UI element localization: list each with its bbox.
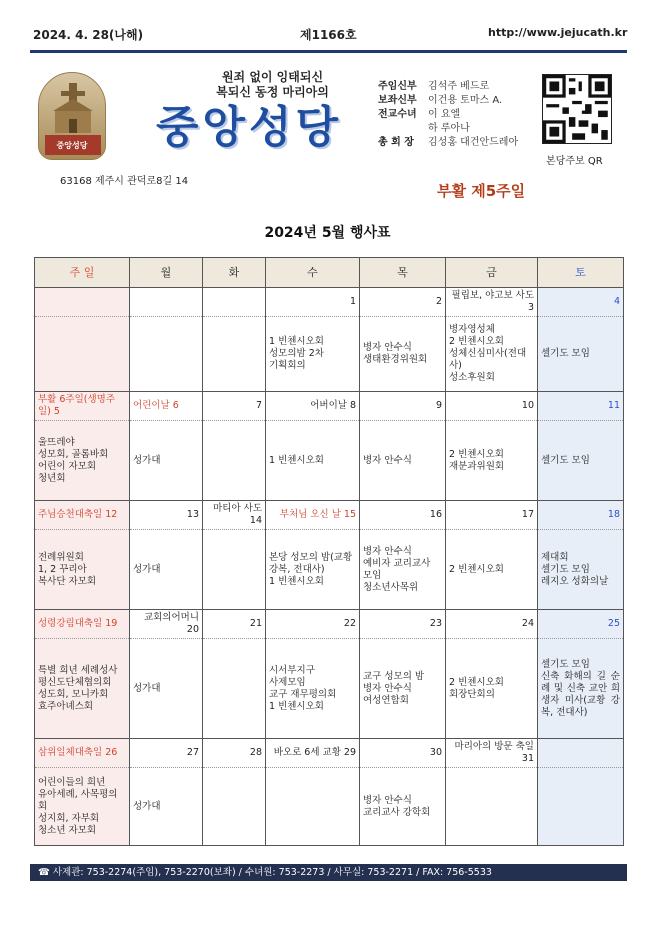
- staff-row: [378, 80, 518, 94]
- event-cell: [203, 530, 266, 610]
- event-text: 병자 안수식 생태환경위원회: [363, 342, 428, 365]
- date-cell: 주님승천대축일 12: [35, 501, 130, 530]
- event-cell: [538, 530, 624, 610]
- week-3-dates: [35, 501, 624, 530]
- event-cell: [446, 768, 538, 846]
- event-text: 성가대: [133, 563, 161, 575]
- staff-name: 하 루아나: [428, 123, 470, 134]
- event-cell: [266, 768, 360, 846]
- event-text: 병자 안수식 예비자 교리교사 모임 청소년사목위: [363, 545, 431, 593]
- staff-name: 이 요엘: [428, 109, 461, 120]
- church-motto: [190, 70, 355, 100]
- header-divider: [30, 50, 627, 53]
- date-cell: [35, 288, 130, 317]
- date-cell: 10: [446, 392, 538, 421]
- date-cell: 18: [538, 501, 624, 530]
- event-cell: [538, 639, 624, 739]
- date-cell: 성령강림대축일 19: [35, 610, 130, 639]
- date-cell: 부활 6주일(생명주일) 5: [35, 392, 130, 421]
- event-cell: [446, 317, 538, 392]
- weekday-sun: 주 일: [35, 258, 130, 288]
- week-4-events: [35, 639, 624, 739]
- date-cell: 9: [360, 392, 446, 421]
- event-cell: [35, 421, 130, 501]
- staff-row: [378, 122, 518, 136]
- date-cell: 28: [203, 739, 266, 768]
- event-cell: [266, 317, 360, 392]
- date-cell: [130, 288, 203, 317]
- date-cell: 21: [203, 610, 266, 639]
- date-cell: 27: [130, 739, 203, 768]
- date-cell: 어린이날 6: [130, 392, 203, 421]
- event-text: 1 빈첸시오회 성모의밤 2차 기획회의: [269, 336, 324, 371]
- calendar-title: 2024년 5월 행사표: [264, 225, 391, 241]
- event-text: 성가대: [133, 454, 161, 466]
- event-cell: [130, 421, 203, 501]
- staff-name: 김성홍 대건안드레아: [428, 137, 519, 148]
- event-text: 셀기도 모임: [541, 454, 590, 466]
- event-cell: [360, 768, 446, 846]
- event-cell: [446, 421, 538, 501]
- date-cell: 17: [446, 501, 538, 530]
- event-text: 1 빈첸시오회: [269, 454, 324, 466]
- qr-code-icon[interactable]: [542, 74, 612, 144]
- date-cell: 마리아의 방문 축일 31: [446, 739, 538, 768]
- week-3-events: [35, 530, 624, 610]
- event-cell: [203, 421, 266, 501]
- staff-name: 김석주 베드로: [428, 81, 490, 92]
- issue-number: 제1166호: [300, 28, 357, 42]
- date-cell: 바오로 6세 교황 29: [266, 739, 360, 768]
- motto-line-1: 원죄 없이 잉태되신: [221, 70, 324, 84]
- logo-text: 중앙성당: [56, 141, 88, 150]
- event-cell: [360, 530, 446, 610]
- website-link[interactable]: http://www.jejucath.kr: [488, 26, 628, 39]
- weekday-wed: 수: [266, 258, 360, 288]
- motto-line-2: 복되신 동정 마리아의: [216, 85, 329, 99]
- week-1-dates: [35, 288, 624, 317]
- event-text: 울뜨레야 성모회, 골롬바회 어린이 자모회 청년회: [38, 436, 109, 484]
- event-text: 본당 성모의 밤(교황 강복, 전대사) 1 빈첸시오회: [269, 551, 353, 587]
- event-text: 2 빈첸시오회 재분과위원회: [449, 448, 505, 472]
- date-cell: 2: [360, 288, 446, 317]
- date-cell: 어버이날 8: [266, 392, 360, 421]
- staff-row: [378, 136, 518, 150]
- event-cell: [203, 768, 266, 846]
- event-text: 성가대: [133, 800, 161, 812]
- date-cell: 1: [266, 288, 360, 317]
- church-address: 63168 제주시 관덕로8길 14: [60, 176, 189, 187]
- date-cell: 4: [538, 288, 624, 317]
- staff-name: 이건용 토마스 A.: [428, 95, 503, 106]
- week-2-dates: [35, 392, 624, 421]
- date-cell: [538, 739, 624, 768]
- date-cell: 13: [130, 501, 203, 530]
- event-calendar: [34, 257, 624, 846]
- event-text: 시서부지구 사제모임 교구 재무평의회 1 빈첸시오회: [269, 664, 337, 712]
- event-text: 성가대: [133, 682, 161, 694]
- week-1-events: [35, 317, 624, 392]
- event-cell: [130, 317, 203, 392]
- event-cell: [130, 639, 203, 739]
- staff-row: [378, 108, 518, 122]
- date-cell: 24: [446, 610, 538, 639]
- staff-role: 전교수녀: [378, 109, 417, 120]
- event-cell: [203, 317, 266, 392]
- event-cell: [35, 768, 130, 846]
- event-text: 셀기도 모임 신축 화해의 길 순례 및 신축 교안 희생자 미사(교황 강복, 전대사): [541, 658, 620, 718]
- event-cell: [360, 421, 446, 501]
- staff-row: [378, 94, 518, 108]
- staff-list: [378, 80, 518, 150]
- event-cell: [130, 530, 203, 610]
- week-4-dates: [35, 610, 624, 639]
- date-cell: 22: [266, 610, 360, 639]
- event-cell: [203, 639, 266, 739]
- event-text: 병자 안수식 교리교사 강학회: [363, 794, 431, 818]
- date-cell: 30: [360, 739, 446, 768]
- event-text: 병자 안수식: [363, 454, 412, 466]
- event-cell: [360, 639, 446, 739]
- staff-role: 총 회 장: [378, 137, 414, 148]
- weekday-thu: 목: [360, 258, 446, 288]
- church-logo: [38, 72, 106, 160]
- qr-label: 본당주보 QR: [546, 156, 603, 167]
- event-cell: [446, 530, 538, 610]
- event-cell: [538, 317, 624, 392]
- event-text: 2 빈첸시오회 회장단회의: [449, 676, 504, 700]
- event-text: 제대회 셀기도 모임 레지오 성화의날: [541, 551, 609, 587]
- date-cell: [203, 288, 266, 317]
- staff-role: [378, 122, 428, 136]
- event-text: 어린이들의 희년 유아세례, 사목평의회 성지회, 자부회 청소년 자모회: [38, 776, 118, 836]
- weekday-sat: 토: [538, 258, 624, 288]
- event-text: 교구 성모의 밤 병자 안수식 여성연합회: [363, 670, 425, 706]
- week-5-dates: [35, 739, 624, 768]
- event-text: 병자영성체 2 빈첸시오회 성체신심미사(전대사) 성소후원회: [449, 324, 527, 383]
- date-cell: 삼위일체대축일 26: [35, 739, 130, 768]
- date-cell: 마티아 사도 14: [203, 501, 266, 530]
- event-cell: [360, 317, 446, 392]
- date-cell: 필립보, 야고보 사도 3: [446, 288, 538, 317]
- date-cell: 23: [360, 610, 446, 639]
- date-cell: 부처님 오신 날 15: [266, 501, 360, 530]
- liturgical-sunday: 부활 제5주일: [437, 182, 526, 200]
- event-text: 전례위원회 1, 2 꾸리아 복사단 자모회: [38, 551, 97, 587]
- contact-footer: ☎ 사제관: 753-2274(주임), 753-2270(보좌) / 수녀원: 753-2273 / 사무실: 753-2271 / FAX: 756-5533: [30, 864, 627, 881]
- event-cell: [446, 639, 538, 739]
- date-cell: 7: [203, 392, 266, 421]
- event-cell: [538, 421, 624, 501]
- event-text: 셀기도 모임: [541, 348, 590, 359]
- event-text: 특별 희년 세례성사 평신도단체협의회 성도회, 모니카회 효주아녜스회: [38, 664, 118, 712]
- staff-role: 주임신부: [378, 81, 417, 92]
- staff-role: 보좌신부: [378, 95, 417, 106]
- issue-date: 2024. 4. 28(나해): [33, 28, 144, 42]
- event-cell: [266, 639, 360, 739]
- date-cell: 16: [360, 501, 446, 530]
- event-cell: [130, 768, 203, 846]
- event-text: 2 빈첸시오회: [449, 563, 504, 575]
- event-cell: [266, 530, 360, 610]
- qr-pattern: [543, 75, 611, 143]
- weekday-header-row: [35, 258, 624, 288]
- event-cell: [35, 639, 130, 739]
- date-cell: 교회의어머니 20: [130, 610, 203, 639]
- weekday-tue: 화: [203, 258, 266, 288]
- weekday-fri: 금: [446, 258, 538, 288]
- event-cell: [538, 768, 624, 846]
- week-2-events: [35, 421, 624, 501]
- weekday-mon: 월: [130, 258, 203, 288]
- church-name: 중앙성당: [155, 102, 342, 153]
- week-5-events: [35, 768, 624, 846]
- date-cell: 25: [538, 610, 624, 639]
- date-cell: 11: [538, 392, 624, 421]
- event-cell: [35, 530, 130, 610]
- event-cell: [266, 421, 360, 501]
- event-cell: [35, 317, 130, 392]
